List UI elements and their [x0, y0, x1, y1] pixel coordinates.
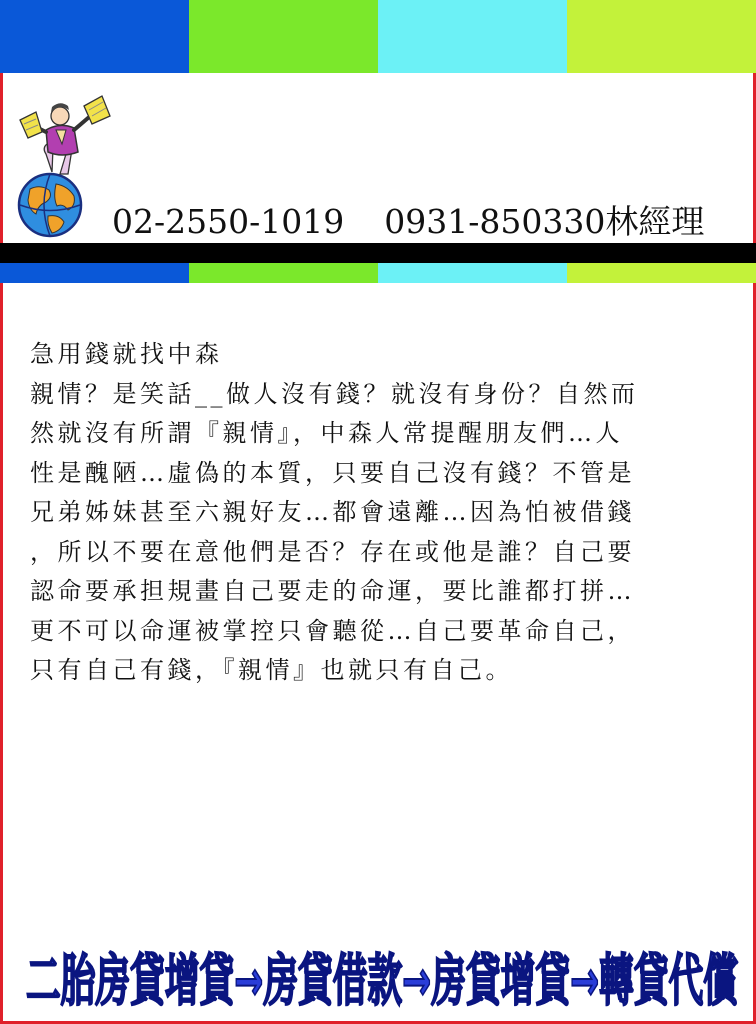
mobile-number: 0931-850330林經理	[384, 202, 705, 241]
stripe-green	[189, 0, 378, 73]
stripe-blue	[0, 263, 189, 283]
stripe-cyan	[378, 0, 567, 73]
stripe-lime	[567, 263, 756, 283]
article-body	[30, 335, 720, 691]
article-line: 認命要承担規畫自己要走的命運，要比誰都打拼…	[30, 577, 635, 605]
header-divider	[0, 243, 756, 263]
article-line: ，所以不要在意他們是否？存在或他是誰？自己要	[30, 537, 635, 566]
article-heading: 急用錢就找中森	[30, 340, 223, 368]
top-color-stripe	[0, 0, 756, 73]
globe-figure-icon	[16, 92, 116, 242]
contact-numbers	[112, 196, 704, 243]
mid-color-stripe	[0, 263, 756, 283]
article-line: 更不可以命運被掌控只會聽從…自己要革命自己，	[30, 616, 635, 645]
stripe-green	[189, 263, 378, 283]
article-line: 性是醜陋…虛偽的本質，只要自己沒有錢？不管是	[30, 458, 635, 487]
stripe-blue	[0, 0, 189, 73]
article-line: 兄弟姊妹甚至六親好友…都會遠離…因為怕被借錢	[30, 498, 635, 526]
services-banner-text: 二胎房貸增貸→房貸借款→房貸增貸→轉貸代償	[26, 949, 740, 1014]
frame-left-border	[0, 73, 3, 1024]
phone-number: 02-2550-1019	[112, 202, 345, 241]
article-line: 親情？是笑話__做人沒有錢？就沒有身份？自然而	[30, 379, 639, 408]
services-banner	[26, 940, 746, 1016]
stripe-lime	[567, 0, 756, 73]
article-line: 然就沒有所謂『親情』，中森人常提醒朋友們…人	[30, 419, 623, 447]
stripe-cyan	[378, 263, 567, 283]
article-line: 只有自己有錢，『親情』也就只有自己。	[30, 656, 513, 684]
